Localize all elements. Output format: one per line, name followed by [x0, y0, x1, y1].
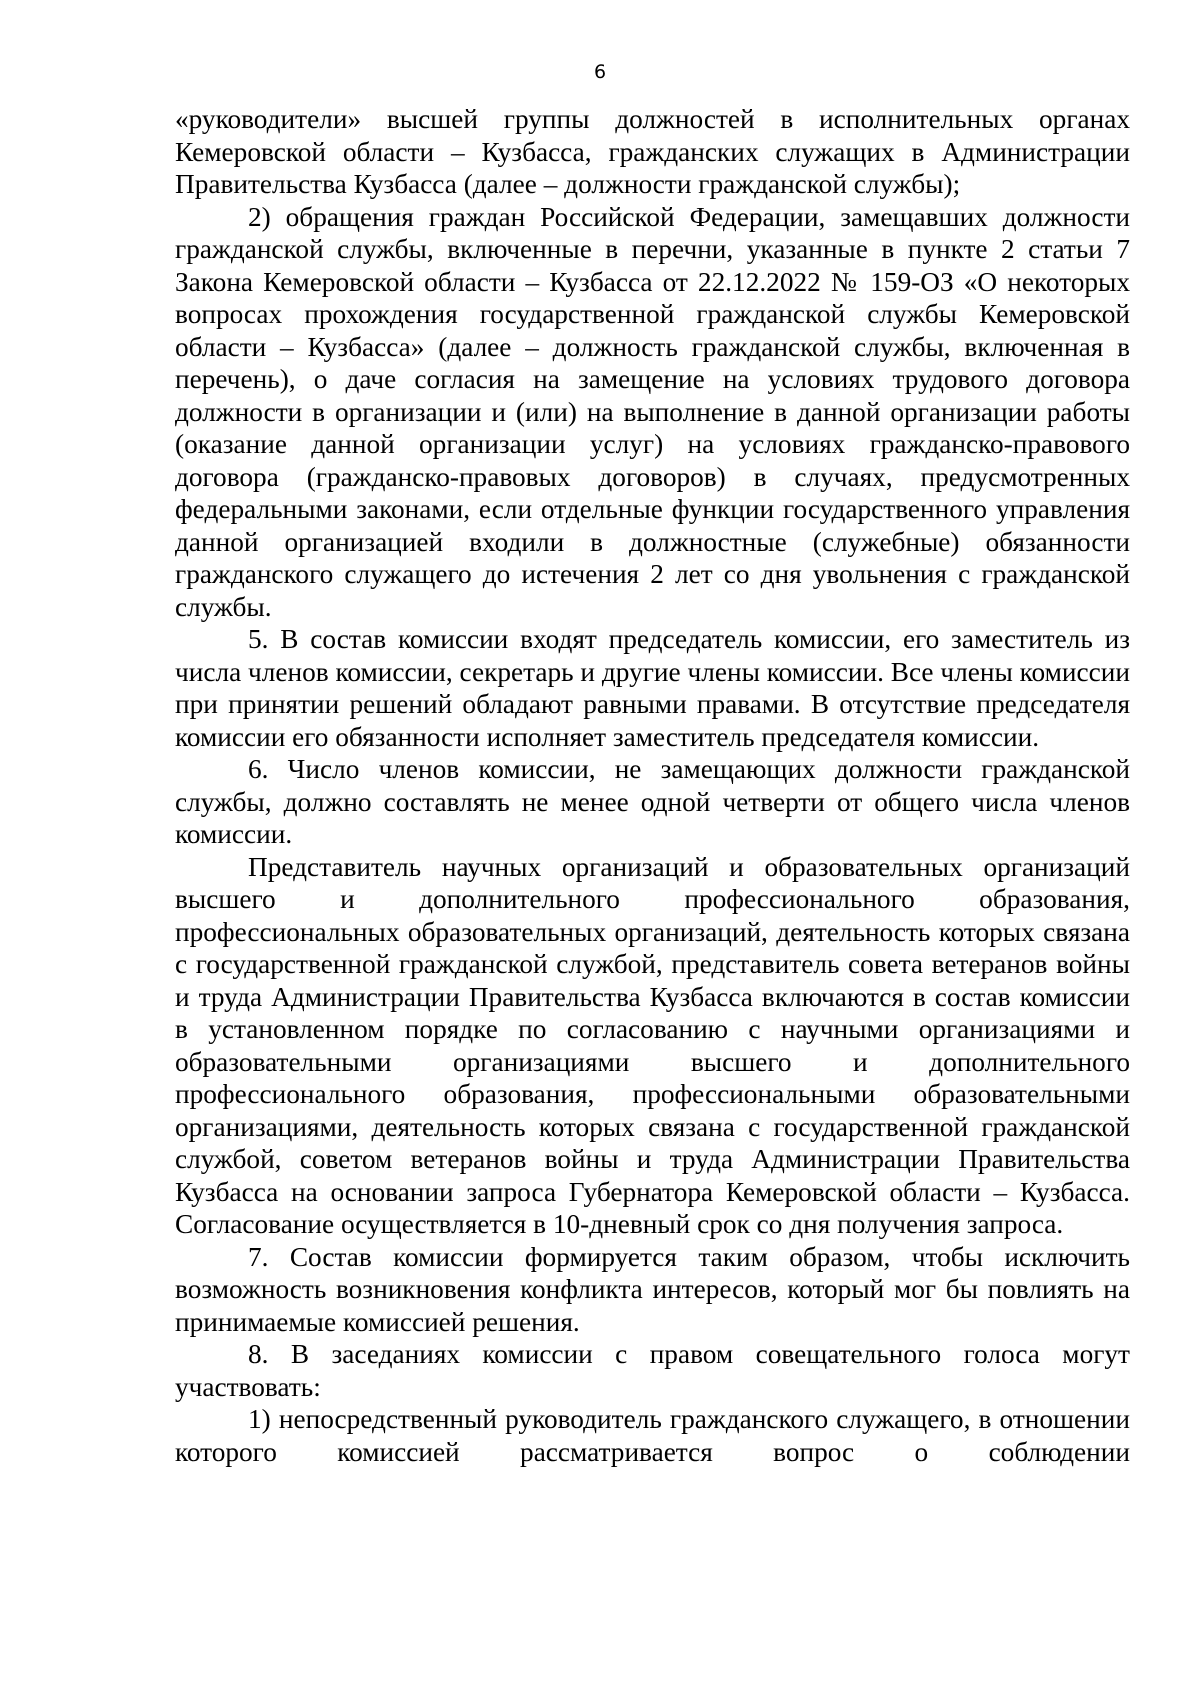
page-number: 6: [593, 61, 607, 83]
paragraph: 7. Состав комиссии формируется таким образом, чтобы исключить возможность возникновения конфликта интересов, который мог бы повлиять на принимаемые комиссией решения.: [175, 1241, 1130, 1337]
paragraph: 1) непосредственный руководитель гражданского служащего, в отношении которого комиссией рассматривается вопрос о соблюдении: [175, 1404, 1130, 1467]
document-body: [175, 103, 1130, 1468]
paragraph: Представитель научных организаций и образовательных организаций высшего и дополнительного профессионального образования, профессиональных образовательных организаций, деятельность которых связана с государственной гражданской службой, представитель совета ветеранов войны и труда Администрации Правительства Кузбасса включаются в состав комиссии в установленном порядке по согласованию с научными организациями и образовательными организациями высшего и дополнительного профессионального образования, профессиональными образовательными организациями, деятельность которых связана с государственной гражданской службой, советом ветеранов войны и труда Администрации Правительства Кузбасса на основании запроса Губернатора Кемеровской области – Кузбасса. Согласование осуществляется в 10-дневный срок со дня получения запроса.: [175, 851, 1130, 1239]
paragraph: 5. В состав комиссии входят председатель комиссии, его заместитель из числа членов комиссии, секретарь и другие члены комиссии. Все члены комиссии при принятии решений обладают равными правами. В отсутствие председателя комиссии его обязанности исполняет заместитель председателя комиссии.: [175, 624, 1130, 752]
paragraph: 8. В заседаниях комиссии с правом совещательного голоса могут участвовать:: [175, 1339, 1130, 1402]
paragraph: «руководители» высшей группы должностей в исполнительных органах Кемеровской области – Кузбасса, гражданских служащих в Администрации Правительства Кузбасса (далее – должности гражданской службы);: [175, 104, 1130, 199]
paragraph: 6. Число членов комиссии, не замещающих должности гражданской службы, должно составлять не менее одной четверти от общего числа членов комиссии.: [175, 754, 1130, 849]
paragraph: 2) обращения граждан Российской Федерации, замещавших должности гражданской службы, включенные в перечни, указанные в пункте 2 статьи 7 Закона Кемеровской области – Кузбасса от 22.12.2022 № 159-ОЗ «О некоторых вопросах прохождения государственной гражданской службы Кемеровской области – Кузбасса» (далее – должность гражданской службы, включенная в перечень), о даче согласия на замещение на условиях трудового договора должности в организации и (или) на выполнение в данной организации работы (оказание данной организации услуг) на условиях гражданско-правового договора (гражданско-правовых договоров) в случаях, предусмотренных федеральными законами, если отдельные функции государственного управления данной организацией входили в должностные (служебные) обязанности гражданского служащего до истечения 2 лет со дня увольнения с гражданской службы.: [175, 201, 1130, 622]
